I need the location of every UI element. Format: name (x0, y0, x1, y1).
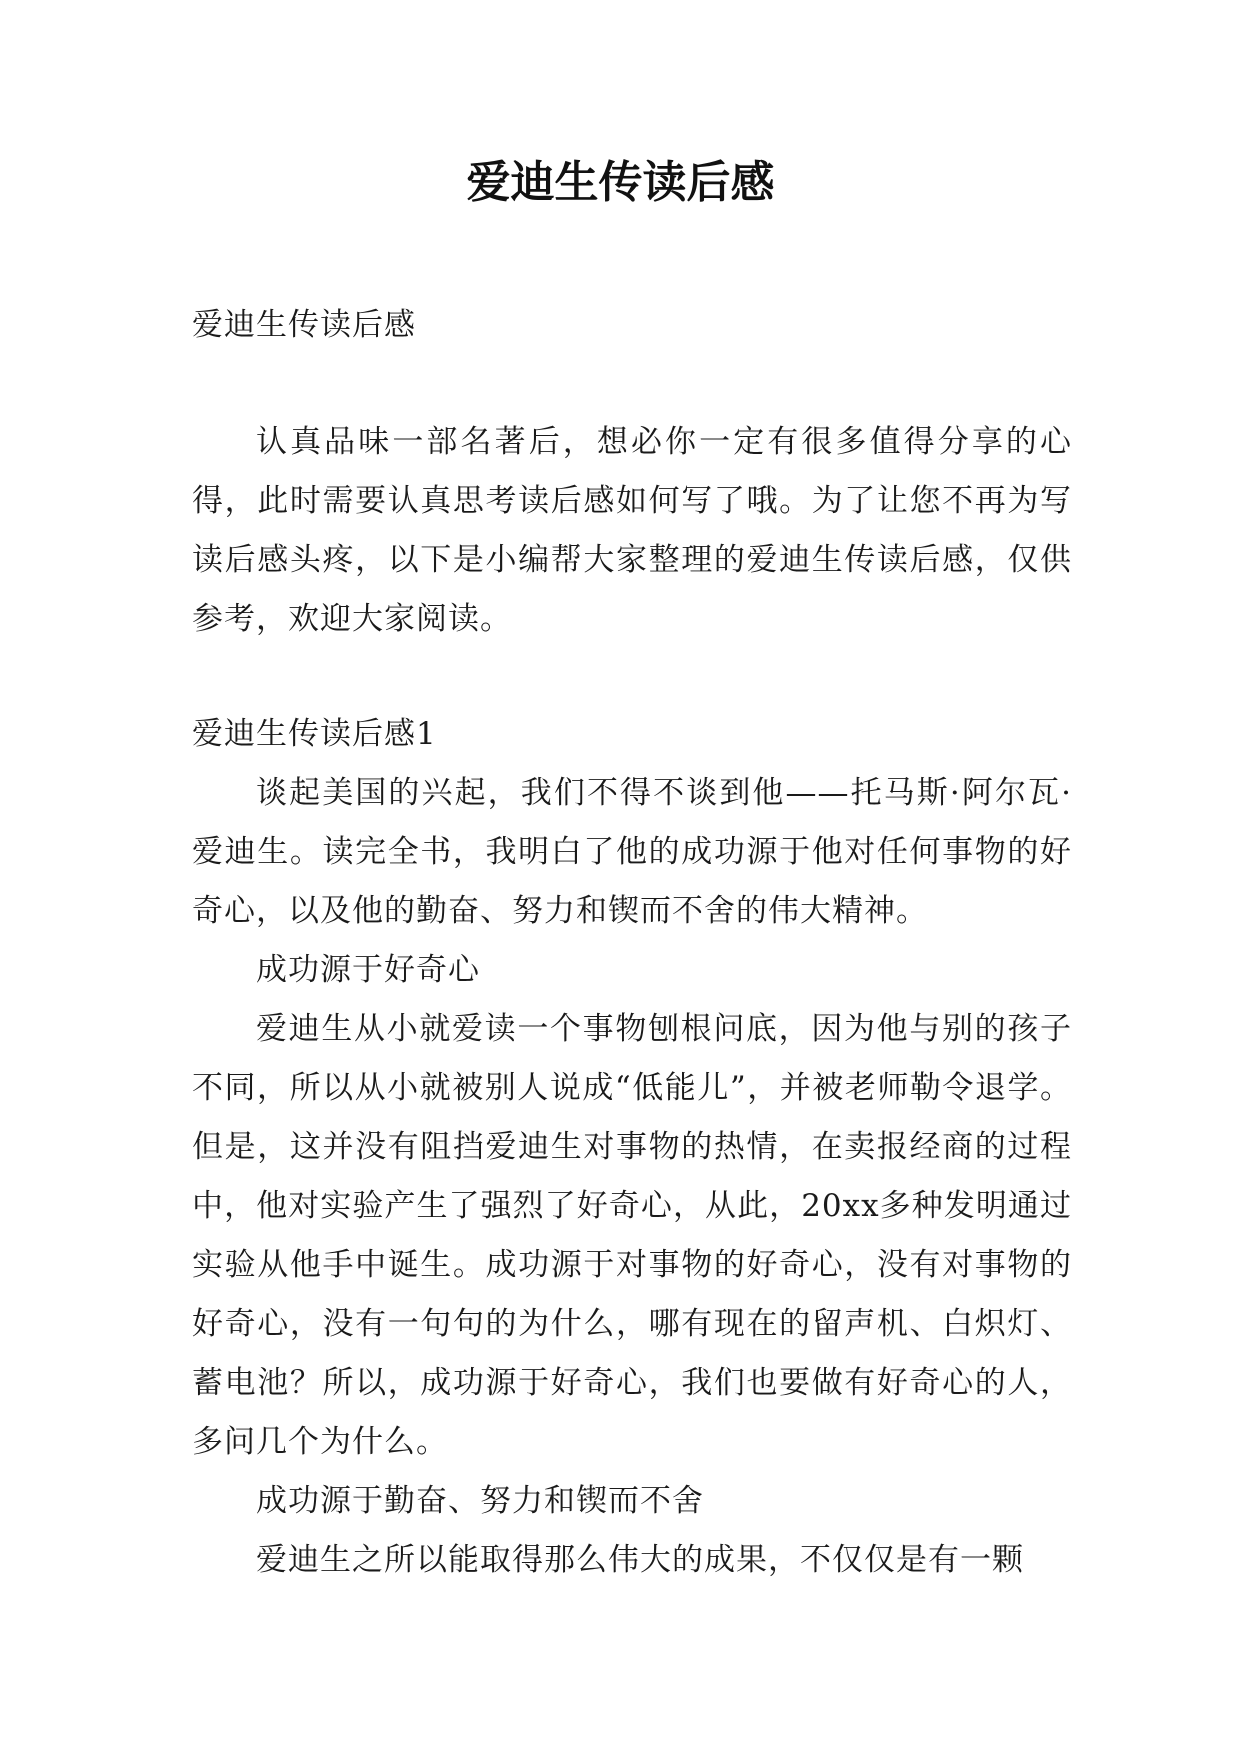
body-paragraph: 谈起美国的兴起，我们不得不谈到他——托马斯·阿尔瓦·爱迪生。读完全书，我明白了他的成功源于他对任何事物的好奇心，以及他的勤奋、努力和锲而不舍的伟大精神。 (192, 775, 1072, 929)
document-body (192, 296, 1072, 1590)
body-paragraph: 成功源于好奇心 (256, 952, 480, 988)
subtitle-paragraph: 爱迪生传读后感 (192, 307, 416, 343)
body-paragraph: 爱迪生从小就爱读一个事物刨根问底，因为他与别的孩子不同，所以从小就被别人说成“低能儿”，并被老师勒令退学。但是，这并没有阻挡爱迪生对事物的热情，在卖报经商的过程中，他对实验产生了强烈了好奇心，从此，20xx多种发明通过实验从他手中诞生。成功源于对事物的好奇心，没有对事物的好奇心，没有一句句的为什么，哪有现在的留声机、白炽灯、蓄电池？所以，成功源于好奇心，我们也要做有好奇心的人，多问几个为什么。 (192, 1011, 1072, 1460)
document-title: 爱迪生传读后感 (466, 157, 775, 208)
body-paragraph: 爱迪生之所以能取得那么伟大的成果，不仅仅是有一颗 (256, 1542, 1024, 1578)
body-paragraph: 认真品味一部名著后，想必你一定有很多值得分享的心得，此时需要认真思考读后感如何写了哦。为了让您不再为写读后感头疼，以下是小编帮大家整理的爱迪生传读后感，仅供参考，欢迎大家阅读。 (192, 424, 1072, 637)
body-paragraph: 成功源于勤奋、努力和锲而不舍 (256, 1483, 704, 1519)
body-paragraph: 爱迪生传读后感1 (192, 716, 437, 752)
